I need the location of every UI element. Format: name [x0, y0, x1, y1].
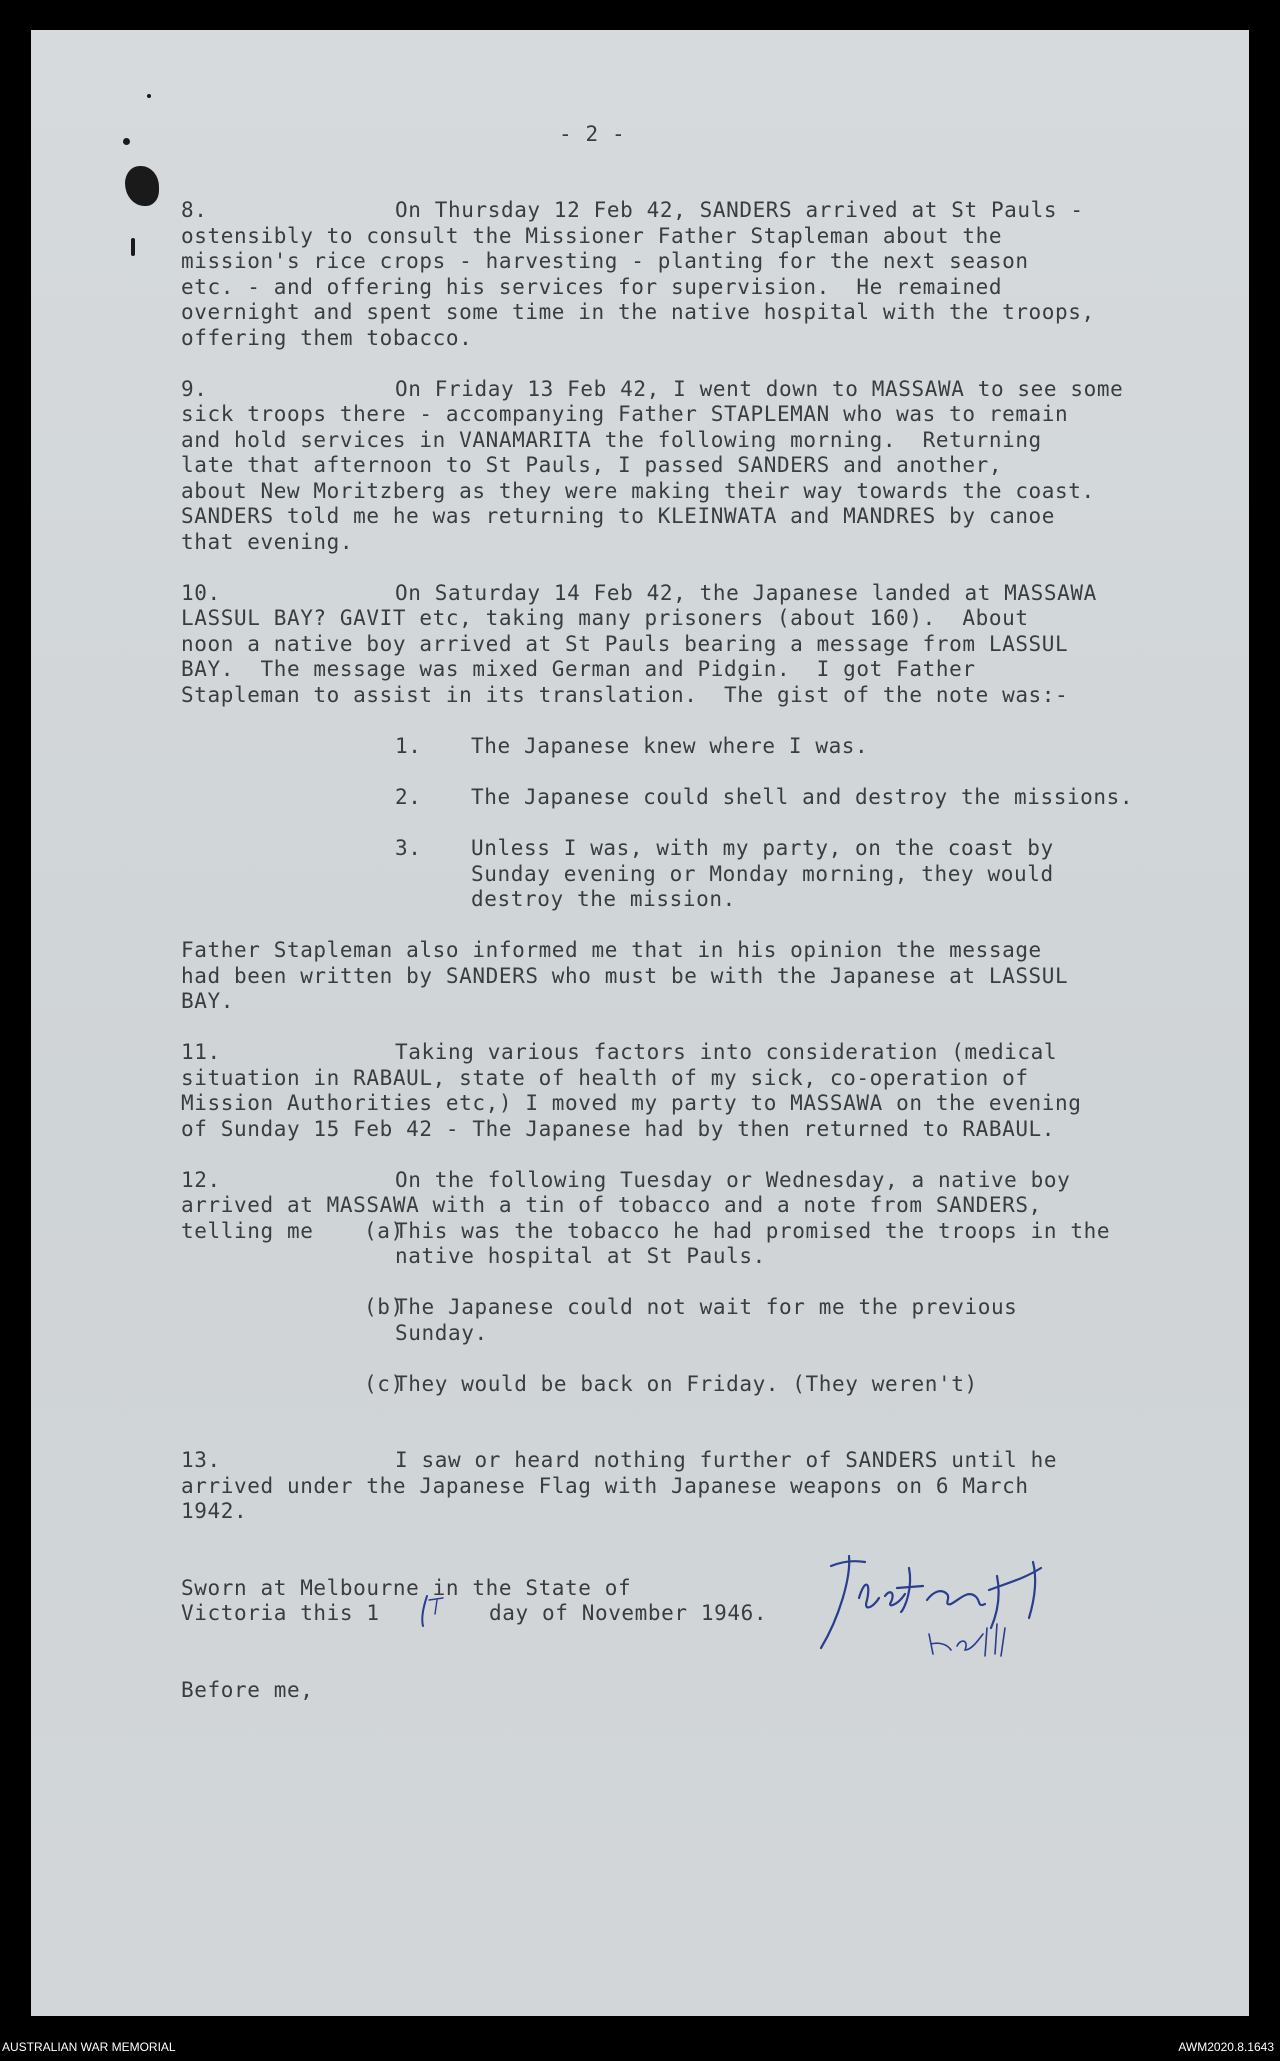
- sub-item-line: This was the tobacco he had promised the troops in the: [395, 1219, 1111, 1243]
- paragraph-line: On Saturday 14 Feb 42, the Japanese landed at MASSAWA: [395, 581, 1097, 605]
- note-item-line: Sunday evening or Monday morning, they would: [471, 862, 1054, 886]
- paragraph-line: Stapleman to assist in its translation. The gist of the note was:-: [181, 683, 1069, 707]
- paragraph-number: 8.: [181, 198, 208, 222]
- document-page: [31, 30, 1249, 2016]
- sub-item-line: The Japanese could not wait for me the previous: [395, 1295, 1018, 1319]
- paragraph-line: LASSUL BAY? GAVIT etc, taking many prisoners (about 160). About: [181, 606, 1029, 630]
- paragraph-line: BAY.: [181, 989, 234, 1013]
- paragraph-line: I saw or heard nothing further of SANDERS until he: [395, 1448, 1058, 1472]
- sub-item-line: They would be back on Friday. (They weren't): [395, 1372, 978, 1396]
- paragraph-line: late that afternoon to St Pauls, I passed SANDERS and another,: [181, 453, 1003, 477]
- sworn-line: Sworn at Melbourne in the State of: [181, 1576, 632, 1600]
- footer-accession-number: AWM2020.8.1643: [1178, 2040, 1274, 2054]
- paragraph-line: that evening.: [181, 530, 354, 554]
- paragraph-line: sick troops there - accompanying Father STAPLEMAN who was to remain: [181, 402, 1069, 426]
- paragraph-line: had been written by SANDERS who must be with the Japanese at LASSUL: [181, 964, 1069, 988]
- paragraph-line: ostensibly to consult the Missioner Father Stapleman about the: [181, 224, 1003, 248]
- paragraph-line: On Friday 13 Feb 42, I went down to MASSAWA to see some: [395, 377, 1124, 401]
- paragraph-line: arrived under the Japanese Flag with Japanese weapons on 6 March: [181, 1474, 1029, 1498]
- typed-text: [31, 30, 1249, 2016]
- sub-item-line: Sunday.: [395, 1321, 488, 1345]
- paragraph-line: Taking various factors into consideration (medical: [395, 1040, 1058, 1064]
- sub-item-line: native hospital at St Pauls.: [395, 1244, 766, 1268]
- note-item-line: Unless I was, with my party, on the coast by: [471, 836, 1054, 860]
- before-me: Before me,: [181, 1678, 314, 1702]
- paragraph-line: mission's rice crops - harvesting - planting for the next season: [181, 249, 1029, 273]
- paragraph-line: etc. - and offering his services for supervision. He remained: [181, 275, 1003, 299]
- paragraph-line: arrived at MASSAWA with a tin of tobacco and a note from SANDERS,: [181, 1193, 1042, 1217]
- sub-item-label: (a): [364, 1219, 404, 1243]
- paragraph-line: On Thursday 12 Feb 42, SANDERS arrived at St Pauls -: [395, 198, 1084, 222]
- paragraph-line: Father Stapleman also informed me that in his opinion the message: [181, 938, 1042, 962]
- page-number: - 2 -: [559, 122, 626, 146]
- sworn-line: Victoria this 1: [181, 1601, 380, 1625]
- footer-credit: AUSTRALIAN WAR MEMORIAL: [2, 2040, 176, 2054]
- paragraph-line: offering them tobacco.: [181, 326, 473, 350]
- paragraph-line: SANDERS told me he was returning to KLEINWATA and MANDRES by canoe: [181, 504, 1056, 528]
- sworn-line: day of November 1946.: [489, 1601, 768, 1625]
- note-item-number: 2.: [395, 785, 422, 809]
- note-item-line: destroy the mission.: [471, 887, 736, 911]
- note-item-line: The Japanese knew where I was.: [471, 734, 869, 758]
- paragraph-number: 12.: [181, 1168, 221, 1192]
- paragraph-number: 11.: [181, 1040, 221, 1064]
- handwritten-signature: [801, 1538, 1101, 1688]
- note-item-number: 1.: [395, 734, 422, 758]
- paragraph-line: of Sunday 15 Feb 42 - The Japanese had by then returned to RABAUL.: [181, 1117, 1056, 1141]
- paragraph-number: 10.: [181, 581, 221, 605]
- sub-item-label: (c): [364, 1372, 404, 1396]
- paragraph-line: telling me: [181, 1219, 314, 1243]
- paragraph-line: situation in RABAUL, state of health of my sick, co-operation of: [181, 1066, 1029, 1090]
- handwritten-date-mark: [415, 1590, 449, 1630]
- paragraph-line: BAY. The message was mixed German and Pidgin. I got Father: [181, 657, 976, 681]
- paragraph-line: Mission Authorities etc,) I moved my party to MASSAWA on the evening: [181, 1091, 1082, 1115]
- sub-item-label: (b): [364, 1295, 404, 1319]
- paragraph-line: about New Moritzberg as they were making their way towards the coast.: [181, 479, 1095, 503]
- paragraph-number: 9.: [181, 377, 208, 401]
- paragraph-line: 1942.: [181, 1499, 248, 1523]
- paragraph-line: and hold services in VANAMARITA the following morning. Returning: [181, 428, 1042, 452]
- paragraph-line: overnight and spent some time in the native hospital with the troops,: [181, 300, 1095, 324]
- paragraph-line: noon a native boy arrived at St Pauls bearing a message from LASSUL: [181, 632, 1069, 656]
- paragraph-line: On the following Tuesday or Wednesday, a native boy: [395, 1168, 1071, 1192]
- note-item-number: 3.: [395, 836, 422, 860]
- paragraph-number: 13.: [181, 1448, 221, 1472]
- note-item-line: The Japanese could shell and destroy the missions.: [471, 785, 1134, 809]
